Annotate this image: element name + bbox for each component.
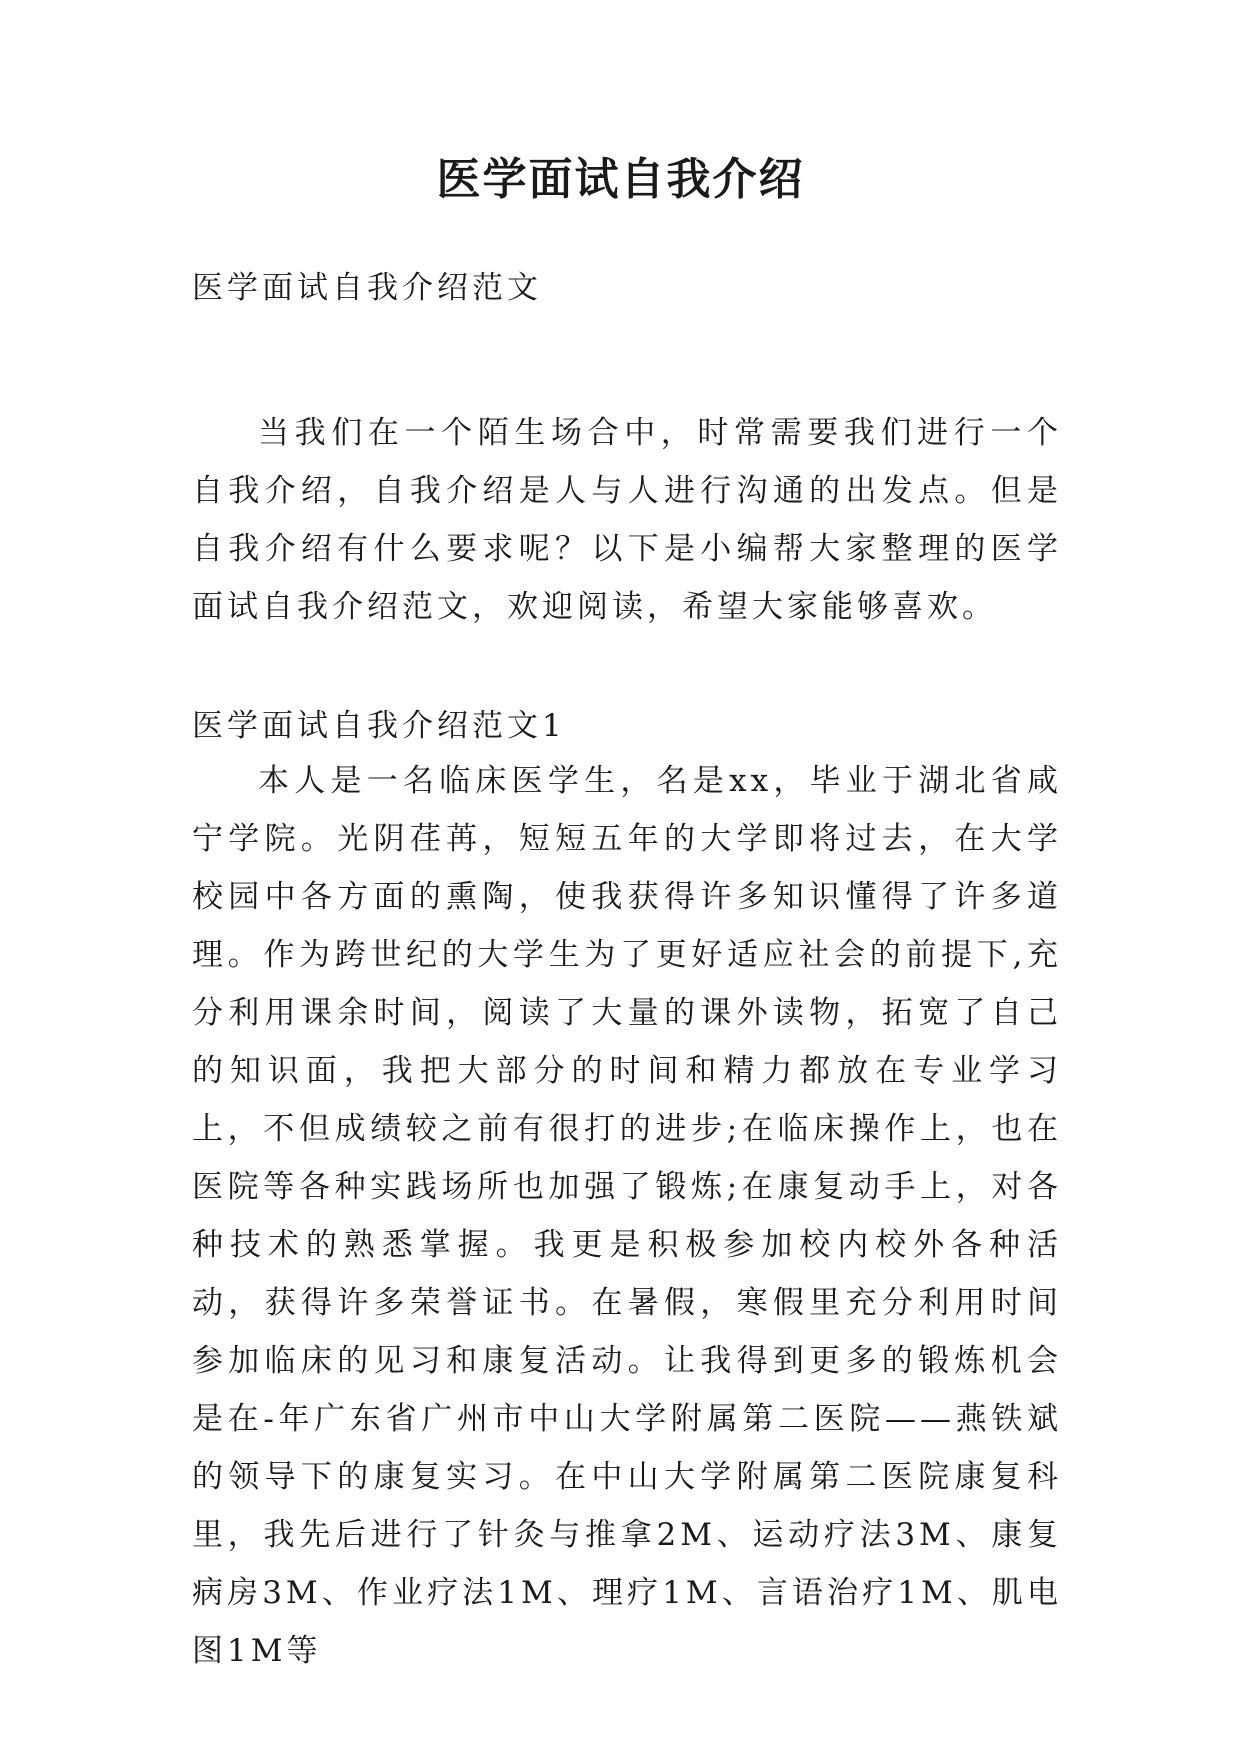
intro-paragraph: 当我们在一个陌生场合中，时常需要我们进行一个自我介绍，自我介绍是人与人进行沟通的出发点。但是自我介绍有什么要求呢？以下是小编帮大家整理的医学面试自我介绍范文，欢迎阅读，希望大家能够喜欢。 — [192, 415, 1062, 625]
document-subtitle: 医学面试自我介绍范文 — [192, 270, 542, 306]
document-title: 医学面试自我介绍 — [436, 154, 805, 205]
section-paragraph: 本人是一名临床医学生，名是xx，毕业于湖北省咸宁学院。光阴荏苒，短短五年的大学即将过去，在大学校园中各方面的熏陶，使我获得许多知识懂得了许多道理。作为跨世纪的大学生为了更好适应社会的前提下,充分利用课余时间，阅读了大量的课外读物，拓宽了自己的知识面，我把大部分的时间和精力都放在专业学习上，不但成绩较之前有很打的进步;在临床操作上，也在医院等各种实践场所也加强了锻炼;在康复动手上，对各种技术的熟悉掌握。我更是积极参加校内校外各种活动，获得许多荣誉证书。在暑假，寒假里充分利用时间参加临床的见习和康复活动。让我得到更多的锻炼机会是在-年广东省广州市中山大学附属第二医院——燕铁斌的领导下的康复实习。在中山大学附属第二医院康复科里，我先后进行了针灸与推拿2M、运动疗法3M、康复病房3M、作业疗法1M、理疗1M、言语治疗1M、肌电图1M等 — [192, 763, 1062, 1669]
section-heading: 医学面试自我介绍范文1 — [192, 708, 566, 744]
